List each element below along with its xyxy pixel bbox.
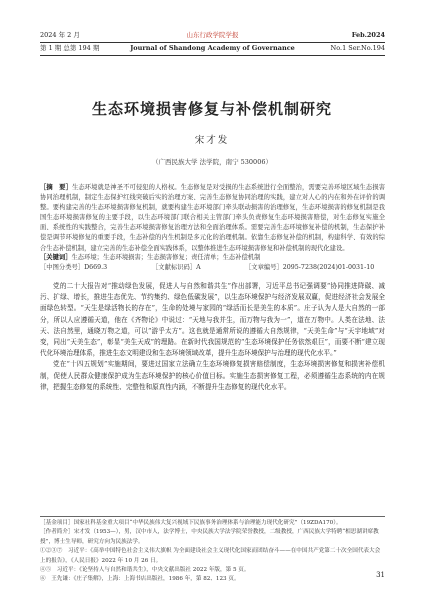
footnote: ①②③⑦ 习近平：《高举中国特色社会主义伟大旗帜 为全面建设社会主义现代化国家而团结奋斗——在中国共产党第二十次全国代表大会上的报告》，《人民日报》2022 年 10 月 26 日。 — [40, 548, 381, 564]
volume-en: No.1 Ser.No.194 — [330, 44, 385, 52]
issue-date: 2024 年 2 月 — [40, 31, 80, 39]
running-header-top — [40, 29, 385, 41]
keywords-text: 生态环境；生态环境损害；生态损害修复；责任清单；生态补偿机制 — [71, 254, 261, 261]
footnote-rule — [40, 516, 385, 517]
abstract — [40, 183, 385, 254]
header-rule — [40, 55, 385, 56]
journal-name-cn: 山东行政学院学报 — [186, 31, 239, 39]
document-code: ［文献标识码］A — [152, 264, 201, 271]
body-paragraph: 党在“十四五规划”实施期间，要进过国家立法确立生态环境修复损害赔偿制度，生态环境损害修复和损害补偿机制，促使人民群众健康保护成为生态环境保护的核心价值目标。实施生态损害修复工程，必须遵循生态系统的内在规律，把握生态修复的系统性、完整性和原真性内涵，不断提升生态修复的现代化水平。 — [40, 360, 385, 391]
abstract-text: 生态环境就是神圣不可侵犯的人格权。生态修复是对受损的生态系统进行全面整治，需要完善环境区域生态损害协同治理机制，制定生态保护红线突破后实的治理方案、完善生态修复协同治理的实践，建立对人心的内在和外在评价的调整。要构建完善的生态环境损害修复机制，就要构建生态环境部门牵头联动损害的治理修复，生态环境损害的修复机制是我国生态环境损害修复的主要手段，以生态环境部门联合相关主管部门牵头负责修复生态环境损害赔偿，对生态修复实施全面、系统性的实践整合，完善生态环境损害修复治理方法和全面治理体系。需要完善生态环境修复补偿的机制，生态保护补偿是调节环境修复的重要手段，生态补偿的内生机制是多元化的治理机制。依靠生态修复补偿的机制，构建科学、有效的综合生态补偿机制，建立完善的生态补偿全面实践体系，以整体推进生态环境损害修复和补偿机制的现代化建设。 — [40, 184, 385, 252]
clc-number: ［中图分类号］D669.3 — [40, 264, 108, 271]
abstract-label: ［摘 要］ — [40, 184, 72, 191]
footnote: ［基金项目］国家社科基金重大项目“中华民族伟大复兴视域下民族事务治理体系与治理能力现代化研究”（19ZDA170）。 — [40, 520, 342, 526]
author-name: 宋才发 — [194, 135, 230, 146]
author-affiliation: （广西民族大学 法学院，南宁 530006） — [152, 158, 272, 166]
footnote: ⑥ 王先谦：《庄子集解》，上海：上海书店出版社，1986 年，第 82、123 页。 — [40, 576, 240, 583]
article-number: ［文章编号］2095-7238(2024)01-0031-10 — [245, 264, 375, 271]
journal-name-en: Journal of Shandong Academy of Governance — [130, 44, 295, 52]
running-header-bottom — [40, 43, 385, 54]
footnote: ④⑤ 习近平：《论坚持人与自然和谐共生》，中央文献出版社 2022 年版，第 5 页。 — [40, 567, 250, 574]
classification-line — [40, 263, 385, 273]
volume-cn: 第 1 期 总第 194 期 — [40, 44, 100, 52]
footnote: ［作者简介］宋才发（1953—），男，汉中市人，法学博士，中央民族大学法学院荣誉教授，二级教授，广西民族大学特聘“相思湖讲席教授”，博士生导师，研究方向为民族法学。 — [40, 529, 379, 545]
body-paragraph: 党的二十大报告对“推动绿色发展，促进人与自然和谐共生”作出部署，习近平总书记强调要“协同推进降碳、减污、扩绿、增长，推进生态优先、节约集约、绿色低碳发展”，以生态环境保护与经济发展双赢，促进经济社会发展全面绿色转型。“天生是绿活物长的存在”，生命的处境与家园的“绿活而长是美生的本质”。庄子认为人是大自然的一部分，所以人应遵循天道，他在《齐物论》中说过：“天地与我并生，而万物与我为一”，道在万物中。人类在法地、法天、法自然里，通晓万物之道，可以“游乎太方”。这也就是通常所说的遵循大自然规律，“天美生命”与“天宇地域”对变，同出“天美生态”，彰显“美生天成”的理路。在新时代我国规范的“生态环境保护任务依然艰巨”，而要不断“建立现代化环境治理体系，推进生态文明建设和生态环境领域改革，提升生态环境保护与治理的现代化水平。” — [40, 282, 385, 358]
keywords — [40, 253, 385, 263]
footnotes — [40, 519, 385, 585]
article-title: 生态环境损害修复与补偿机制研究 — [91, 100, 332, 118]
keywords-label: ［关键词］ — [40, 254, 72, 261]
page-number: 31 — [376, 571, 385, 579]
body-text — [40, 281, 385, 393]
issue-date-en: Feb.2024 — [351, 31, 385, 39]
